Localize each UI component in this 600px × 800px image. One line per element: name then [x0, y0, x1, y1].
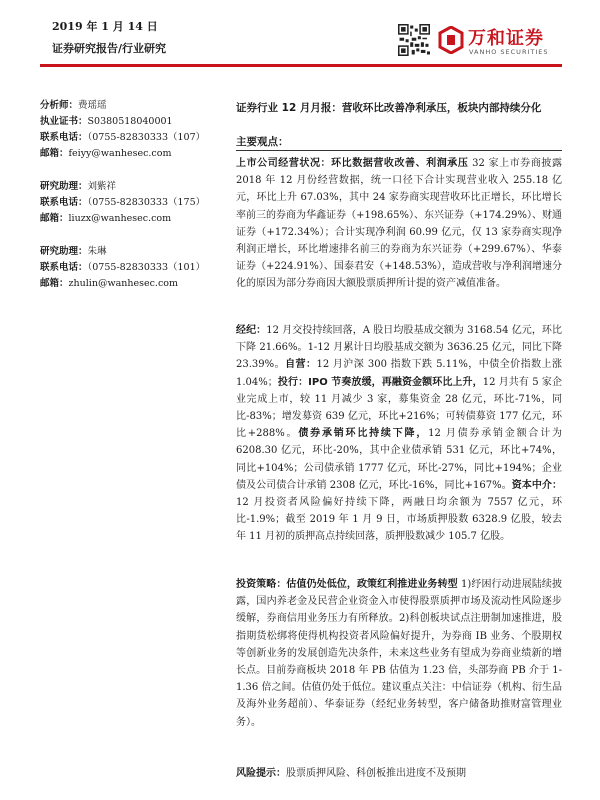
assistant-name-line: 研究助理：朱琳 — [40, 246, 107, 257]
phone-number: （0755-82830333（175） — [87, 197, 206, 208]
paragraph-text: 12 月投资者风险偏好持续下降，两融日均余额为 7557 亿元，环比-1.9%；截至 2019 年 1 月 9 日，市场质押股数 6328.9 亿股，较去年 11 月初的质押高点持续回落，质押股数减少 105.7 亿股。 — [236, 497, 562, 543]
assistant-name: 刘紫祥 — [87, 181, 117, 192]
email-line: 邮箱：liuzx@wanhesec.com — [40, 213, 172, 224]
report-title: 证券行业 12 月月报：营收环比改善净利承压，板块内部持续分化 — [236, 102, 542, 114]
paragraph-risk — [236, 765, 562, 782]
paragraph-operations — [236, 155, 562, 293]
paragraph-business-lines — [236, 322, 562, 546]
analyst-name-line: 分析师：费瑶瑶 — [40, 100, 107, 111]
key-points-heading: 主要观点： — [236, 136, 289, 148]
email-address[interactable]: zhulin@wanhesec.com — [68, 278, 178, 289]
paragraph-heading: 风险提示： — [236, 768, 286, 779]
paragraph-text: 12 月共有 5 家企业完成上市，较 11 月减少 3 家，募集资金 28 亿元，环比-71%，同比-83%；增发募资 639 亿元，环比+216%；可转债募资 177 亿元，环比+288%。 — [236, 376, 562, 440]
phone-number: （0755-82830333（107） — [87, 132, 206, 143]
brand-name-en: VANHO SECURITIES — [469, 48, 549, 56]
assistant-block — [40, 244, 230, 292]
analyst-name: 费瑶瑶 — [78, 100, 107, 111]
analyst-sidebar — [40, 98, 230, 309]
email-line: 邮箱：zhulin@wanhesec.com — [40, 278, 178, 289]
phone-line: 联系电话：（0755-82830333（101） — [40, 262, 206, 273]
brand-logo-mark-icon — [438, 26, 464, 54]
assistant-name-line: 研究助理：刘紫祥 — [40, 181, 117, 192]
paragraph-heading: 资本中介： — [511, 479, 562, 491]
paragraph-text: 1)纾困行动进展陆续披露，国内养老金及民营企业资金入市使得股票质押市场及流动性风险逐步缓解，券商信用业务压力有所释放。2)科创板块试点注册制加速推进，股指期货松绑将使得机构投资者风险偏好提升，为券商 IB 业务、个股期权等创新业务的发展创造先决条件，未来这些业务有望成为券商业绩新的增长点。目前券商板块 2018 年 PB 估值为 1.23 倍，头部券商 PB 介于 1-1.36 倍之间。估值仍处于低位。建议重点关注：中信证券（机构、衍生品及海外业务超前）、华泰证券（经纪业务转型，客户储备助推财富管理业务）。 — [236, 579, 563, 728]
email-line: 邮箱：feiyy@wanhesec.com — [40, 148, 172, 159]
license-number: S0380518040001 — [87, 116, 173, 127]
report-category: 证券研究报告/行业研究 — [52, 42, 167, 55]
paragraph-heading: 自营： — [285, 359, 317, 371]
phone-number: （0755-82830333（101） — [87, 262, 206, 273]
header-divider — [40, 64, 562, 67]
email-address[interactable]: liuzx@wanhesec.com — [68, 213, 172, 224]
paragraph-heading: 上市公司经营状况：环比数据营收改善、利润承压 — [236, 158, 469, 169]
paragraph-text: 12 月沪深 300 指数下跌 5.11%，中债全价指数上涨 1.04%； — [236, 359, 562, 388]
paragraph-heading: 经纪： — [236, 325, 267, 336]
email-address[interactable]: feiyy@wanhesec.com — [68, 148, 172, 159]
paragraph-strategy — [236, 576, 562, 731]
paragraph-heading: 投资策略：估值仍处低位，政策红利推进业务转型 — [236, 579, 458, 590]
report-date: 2019 年 1 月 14 日 — [52, 20, 158, 33]
phone-line: 联系电话：（0755-82830333（107） — [40, 132, 206, 143]
license-line: 执业证书：S0380518040001 — [40, 116, 173, 127]
phone-line: 联系电话：（0755-82830333（175） — [40, 197, 206, 208]
assistant-name: 朱琳 — [87, 246, 107, 257]
key-points-divider — [236, 150, 562, 151]
analyst-block — [40, 98, 230, 162]
paragraph-heading: 投行：IPO 节奏放缓，再融资金额环比上升， — [277, 376, 483, 388]
paragraph-heading: 债券承销环比持续下降， — [298, 428, 429, 440]
assistant-block — [40, 179, 230, 227]
paragraph-text: 32 家上市券商披露 2018 年 12 月份经营数据，统一口径下合计实现营业收入 255.18 亿元，环比上升 67.03%，其中 24 家券商实现营收环比正增长，环比增长率前三的券商为华鑫证券（+198.65%）、东兴证券（+174.29%）、财通证券（+172.34%）；合计实现净利润 60.99 亿元，仅 13 家券商实现净利润正增长，环比增速排名前三的券商为东兴证券（+299.67%）、华泰证券（+224.91%）、国泰君安（+148.53%），造成营收与净利润增速分化的原因为部分券商因大额股票质押所计提的资产减值准备。 — [236, 158, 562, 290]
brand-name-cn: 万和证券 — [468, 28, 544, 49]
paragraph-text: 12 月交投持续回落，A 股日均股基成交额为 3168.54 亿元，环比下降 21.66%。1-12 月累计日均股基成交额为 3636.25 亿元，同比下降 23.39%。 — [236, 325, 563, 371]
paragraph-text: 股票质押风险、科创板推出进度不及预期 — [286, 768, 466, 779]
qr-code-icon — [398, 24, 430, 56]
paragraph-text: 12 月债券承销金额合计为 6208.30 亿元，环比-20%，其中企业债承销 531 亿元，环比+74%，同比+104%；公司债承销 1777 亿元，环比-27%，同比+194%；企业债及公司债合计承销 2308 亿元，环比-16%，同比+167%。 — [236, 428, 562, 491]
brand-logo — [438, 22, 560, 62]
